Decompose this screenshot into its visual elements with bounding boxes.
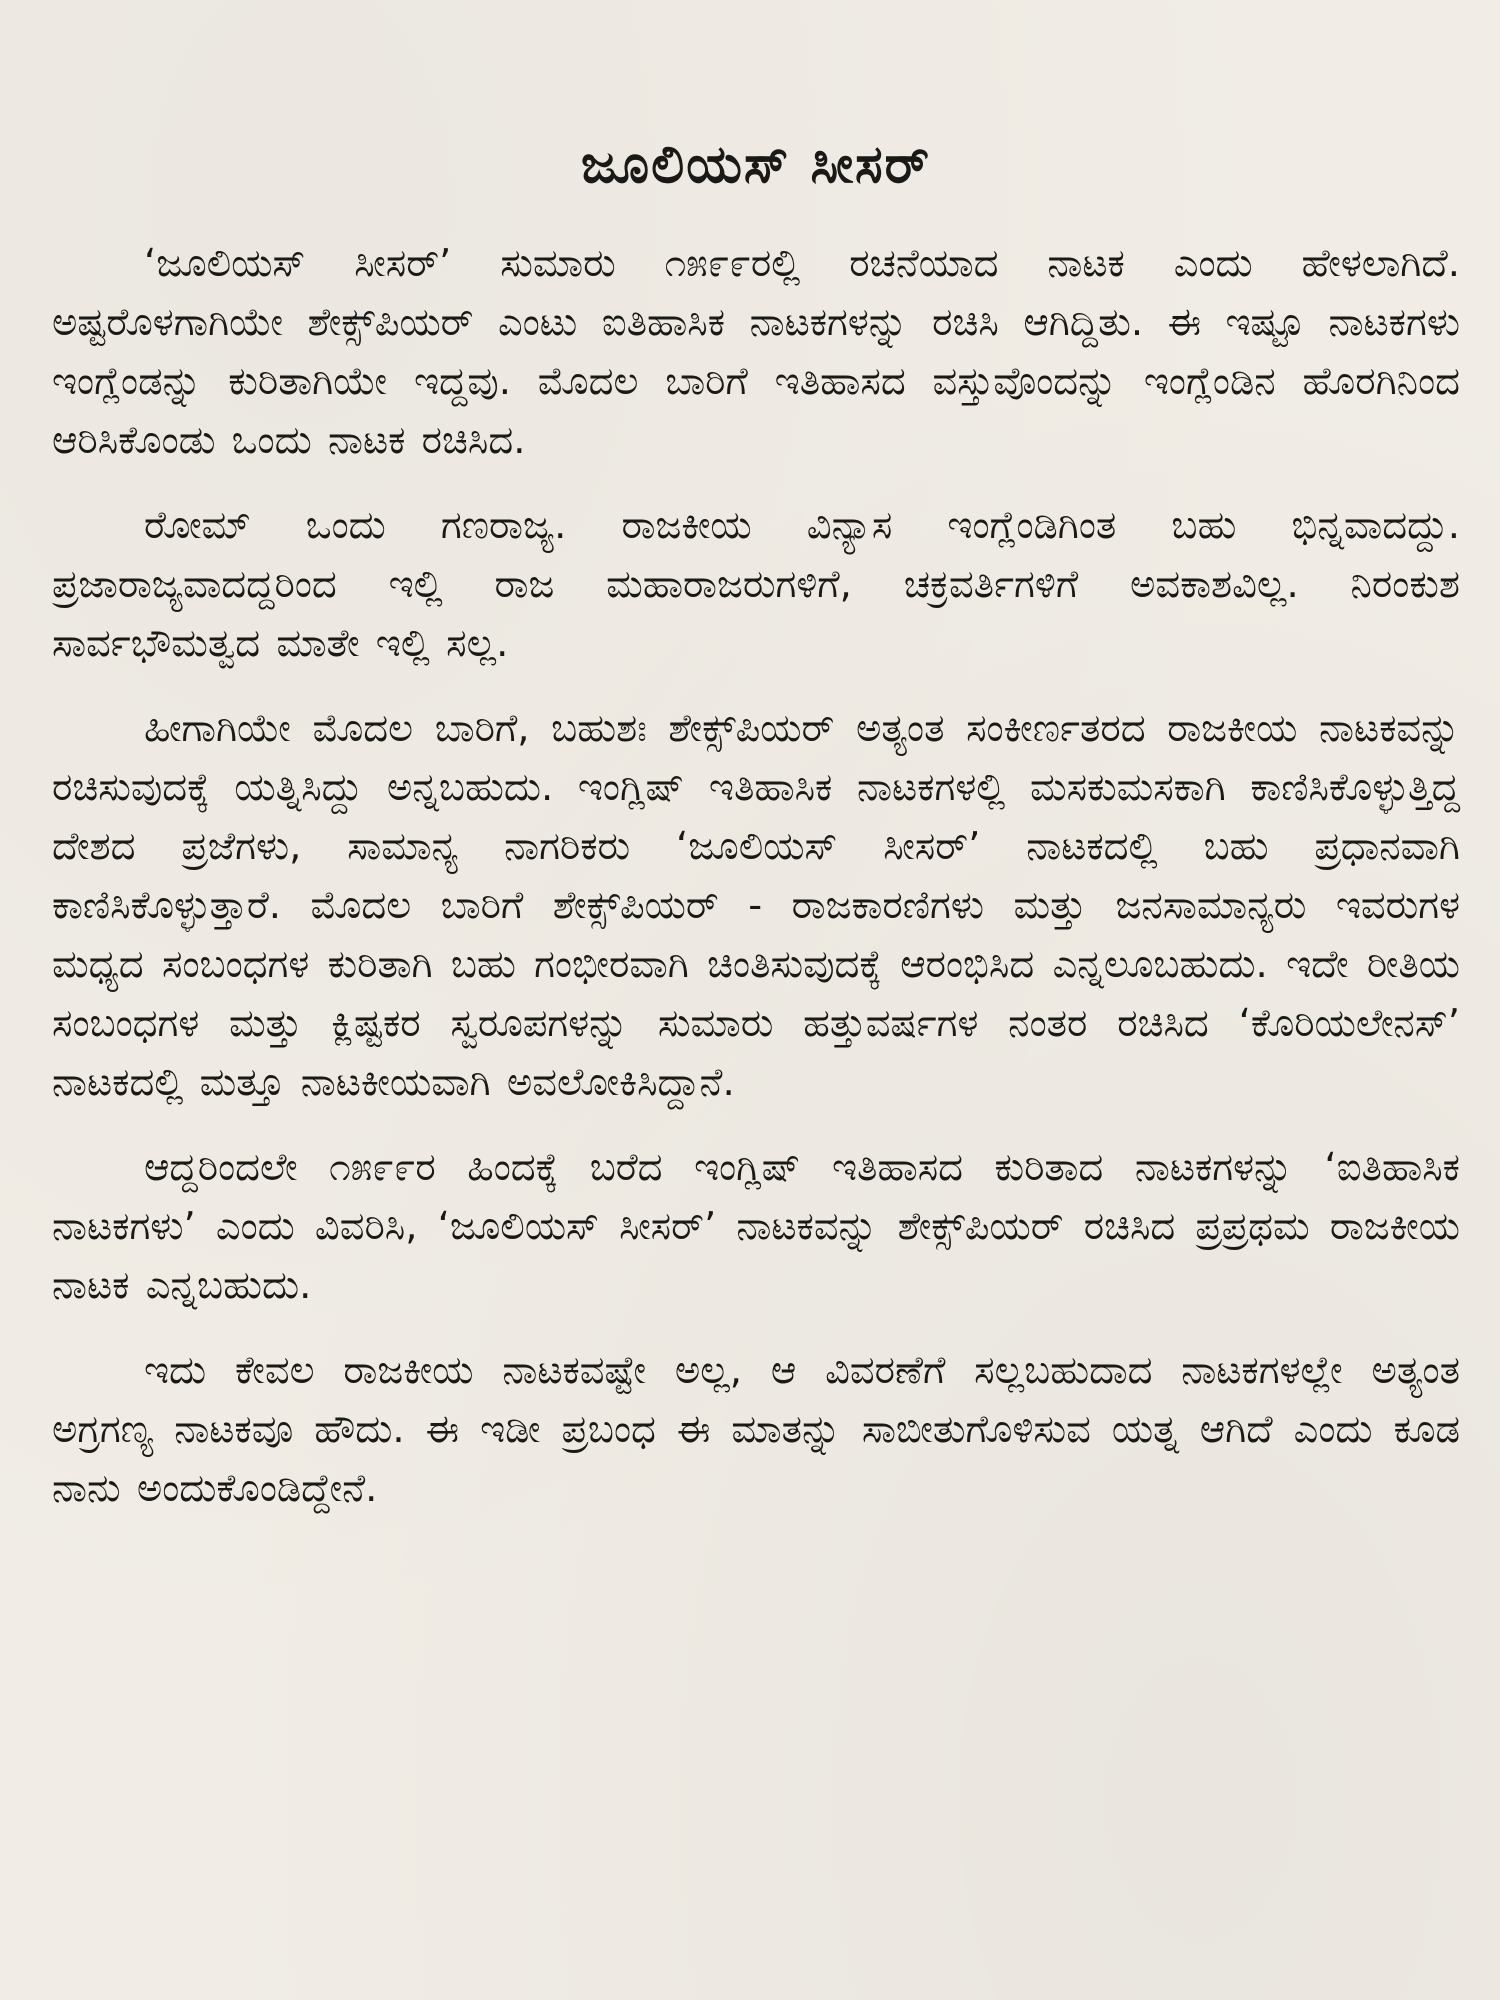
paragraph-3: ಹೀಗಾಗಿಯೇ ಮೊದಲ ಬಾರಿಗೆ, ಬಹುಶಃ ಶೇಕ್ಸ್‌ಪಿಯರ್ ಅತ್ಯಂತ ಸಂಕೀರ್ಣತರದ ರಾಜಕೀಯ ನಾಟಕವನ್ನು ರಚಿಸುವುದಕ್ಕೆ ಯತ್ನಿಸಿದ್ದು ಅನ್ನಬಹುದು. ಇಂಗ್ಲಿಷ್ ಇತಿಹಾಸಿಕ ನಾಟಕಗಳಲ್ಲಿ ಮಸಕುಮಸಕಾಗಿ ಕಾಣಿಸಿಕೊಳ್ಳುತ್ತಿದ್ದ ದೇಶದ ಪ್ರಜೆಗಳು, ಸಾಮಾನ್ಯ ನಾಗರಿಕರು ‘ಜೂಲಿಯಸ್ ಸೀಸರ್’ ನಾಟಕದಲ್ಲಿ ಬಹು ಪ್ರಧಾನವಾಗಿ ಕಾಣಿಸಿಕೊಳ್ಳುತ್ತಾರೆ. ಮೊದಲ ಬಾರಿಗೆ ಶೇಕ್ಸ್‌ಪಿಯರ್ - ರಾಜಕಾರಣಿಗಳು ಮತ್ತು ಜನಸಾಮಾನ್ಯರು ಇವರುಗಳ ಮಧ್ಯದ ಸಂಬಂಧಗಳ ಕುರಿತಾಗಿ ಬಹು ಗಂಭೀರವಾಗಿ ಚಿಂತಿಸುವುದಕ್ಕೆ ಆರಂಭಿಸಿದ ಎನ್ನಲೂಬಹುದು. ಇದೇ ರೀತಿಯ ಸಂಬಂಧಗಳ ಮತ್ತು ಕ್ಲಿಷ್ಟಕರ ಸ್ವರೂಪಗಳನ್ನು ಸುಮಾರು ಹತ್ತುವರ್ಷಗಳ ನಂತರ ರಚಿಸಿದ ‘ಕೊರಿಯಲೇನಸ್’ ನಾಟಕದಲ್ಲಿ ಮತ್ತೂ ನಾಟಕೀಯವಾಗಿ ಅವಲೋಕಿಸಿದ್ದಾನೆ. xyxy=(52,706,1460,1105)
bleed-through-text xyxy=(40,6,1440,116)
paragraph-4: ಆದ್ದರಿಂದಲೇ ೧೫೯೯ರ ಹಿಂದಕ್ಕೆ ಬರೆದ ಇಂಗ್ಲಿಷ್ ಇತಿಹಾಸದ ಕುರಿತಾದ ನಾಟಕಗಳನ್ನು ‘ಐತಿಹಾಸಿಕ ನಾಟಕಗಳು’ ಎಂದು ವಿವರಿಸಿ, ‘ಜೂಲಿಯಸ್ ಸೀಸರ್’ ನಾಟಕವನ್ನು ಶೇಕ್ಸ್‌ಪಿಯರ್ ರಚಿಸಿದ ಪ್ರಪ್ರಥಮ ರಾಜಕೀಯ ನಾಟಕ ಎನ್ನಬಹುದು. xyxy=(52,1145,1460,1308)
paragraph-2: ರೋಮ್ ಒಂದು ಗಣರಾಜ್ಯ. ರಾಜಕೀಯ ವಿನ್ಯಾಸ ಇಂಗ್ಲೆಂಡಿಗಿಂತ ಬಹು ಭಿನ್ನವಾದದ್ದು. ಪ್ರಜಾರಾಜ್ಯವಾದದ್ದರಿಂದ ಇಲ್ಲಿ ರಾಜ ಮಹಾರಾಜರುಗಳಿಗೆ, ಚಕ್ರವರ್ತಿಗಳಿಗೆ ಅವಕಾಶವಿಲ್ಲ. ನಿರಂಕುಶ ಸಾರ್ವಭೌಮತ್ವದ ಮಾತೇ ಇಲ್ಲಿ ಸಲ್ಲ. xyxy=(52,503,1460,666)
paragraph-5: ಇದು ಕೇವಲ ರಾಜಕೀಯ ನಾಟಕವಷ್ಟೇ ಅಲ್ಲ, ಆ ವಿವರಣೆಗೆ ಸಲ್ಲಬಹುದಾದ ನಾಟಕಗಳಲ್ಲೇ ಅತ್ಯಂತ ಅಗ್ರಗಣ್ಯ ನಾಟಕವೂ ಹೌದು. ಈ ಇಡೀ ಪ್ರಬಂಧ ಈ ಮಾತನ್ನು ಸಾಬೀತುಗೊಳಿಸುವ ಯತ್ನ ಆಗಿದೆ ಎಂದು ಕೂಡ ನಾನು ಅಂದುಕೊಂಡಿದ್ದೇನೆ. xyxy=(52,1348,1460,1511)
page-title: ಜೂಲಿಯಸ್ ಸೀಸರ್ xyxy=(580,135,932,195)
paragraph-1: ‘ಜೂಲಿಯಸ್ ಸೀಸರ್’ ಸುಮಾರು ೧೫೯೯ರಲ್ಲಿ ರಚನೆಯಾದ ನಾಟಕ ಎಂದು ಹೇಳಲಾಗಿದೆ. ಅಷ್ಟರೊಳಗಾಗಿಯೇ ಶೇಕ್ಸ್‌ಪಿಯರ್ ಎಂಟು ಐತಿಹಾಸಿಕ ನಾಟಕಗಳನ್ನು ರಚಿಸಿ ಆಗಿದ್ದಿತು. ಈ ಇಷ್ಟೂ ನಾಟಕಗಳು ಇಂಗ್ಲೆಂಡನ್ನು ಕುರಿತಾಗಿಯೇ ಇದ್ದವು. ಮೊದಲ ಬಾರಿಗೆ ಇತಿಹಾಸದ ವಸ್ತುವೊಂದನ್ನು ಇಂಗ್ಲೆಂಡಿನ ಹೊರಗಿನಿಂದ ಆರಿಸಿಕೊಂಡು ಒಂದು ನಾಟಕ ರಚಿಸಿದ. xyxy=(52,241,1460,463)
